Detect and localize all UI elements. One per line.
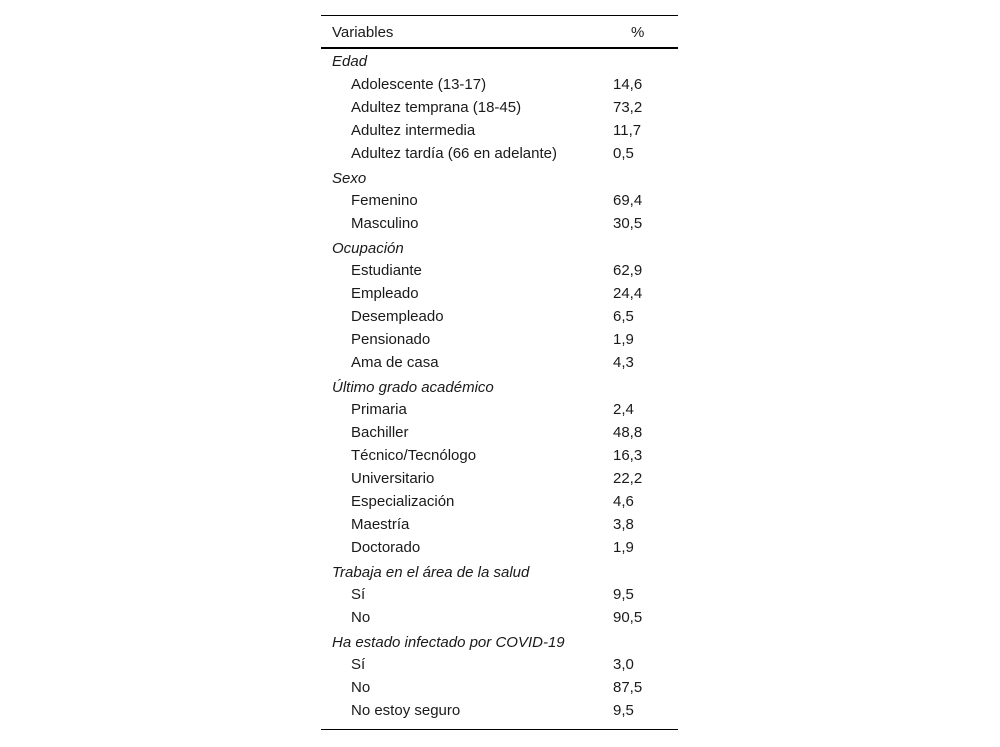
table-group: [321, 166, 678, 236]
row-label: Sí: [351, 586, 366, 603]
row-value: 30,5: [613, 215, 643, 232]
table-row: [321, 329, 678, 352]
table-row: [321, 700, 678, 723]
table-row: [321, 445, 678, 468]
row-value: 9,5: [613, 586, 634, 603]
row-value: 14,6: [613, 76, 643, 93]
row-label: Femenino: [351, 192, 418, 209]
row-label: Especialización: [351, 493, 455, 510]
group-title-row: [321, 236, 678, 260]
table-row: [321, 260, 678, 283]
row-label: Masculino: [351, 215, 419, 232]
table-group: [321, 630, 678, 723]
table-row: [321, 491, 678, 514]
row-label: No estoy seguro: [351, 702, 461, 719]
row-value: 0,5: [613, 145, 634, 162]
table-row: [321, 399, 678, 422]
table-group: [321, 236, 678, 375]
table-row: [321, 654, 678, 677]
table-group: [321, 560, 678, 630]
row-value: 22,2: [613, 470, 643, 487]
row-value: 2,4: [613, 401, 634, 418]
table-row: [321, 283, 678, 306]
row-label: Estudiante: [351, 262, 422, 279]
row-value: 3,8: [613, 516, 634, 533]
row-label: Adultez intermedia: [351, 122, 476, 139]
table-body: [321, 49, 678, 723]
row-value: 1,9: [613, 331, 634, 348]
row-label: Pensionado: [351, 331, 431, 348]
row-label: Desempleado: [351, 308, 444, 325]
row-value: 11,7: [613, 122, 642, 139]
row-value: 9,5: [613, 702, 634, 719]
group-title-row: [321, 49, 678, 74]
table-row: [321, 352, 678, 375]
row-label: Técnico/Tecnólogo: [351, 447, 477, 464]
table-row: [321, 584, 678, 607]
row-value: 62,9: [613, 262, 643, 279]
table-row: [321, 74, 678, 97]
group-title: Ocupación: [332, 240, 404, 257]
group-title: Último grado académico: [332, 379, 494, 396]
table-row: [321, 537, 678, 560]
group-title: Trabaja en el área de la salud: [332, 564, 530, 581]
table-row: [321, 306, 678, 329]
table-row: [321, 143, 678, 166]
table-row: [321, 97, 678, 120]
table-row: [321, 190, 678, 213]
table-row: [321, 607, 678, 630]
row-value: 48,8: [613, 424, 643, 441]
row-label: Bachiller: [351, 424, 409, 441]
table-group: [321, 49, 678, 166]
row-label: Sí: [351, 656, 366, 673]
row-value: 87,5: [613, 679, 643, 696]
group-title: Edad: [332, 53, 368, 70]
group-title: Sexo: [332, 170, 367, 187]
group-title-row: [321, 166, 678, 190]
table-row: [321, 213, 678, 236]
row-value: 1,9: [613, 539, 634, 556]
row-value: 73,2: [613, 99, 643, 116]
table-bottom-rule: [321, 729, 678, 730]
row-value: 6,5: [613, 308, 634, 325]
table-row: [321, 422, 678, 445]
row-label: Empleado: [351, 285, 419, 302]
header-variables: Variables: [332, 24, 394, 41]
group-title-row: [321, 375, 678, 399]
group-title-row: [321, 560, 678, 584]
table-row: [321, 514, 678, 537]
row-label: No: [351, 609, 371, 626]
row-value: 3,0: [613, 656, 634, 673]
row-value: 24,4: [613, 285, 643, 302]
row-label: Primaria: [351, 401, 407, 418]
row-label: Universitario: [351, 470, 435, 487]
row-value: 4,6: [613, 493, 634, 510]
row-label: Maestría: [351, 516, 410, 533]
group-title-row: [321, 630, 678, 654]
table-header: [321, 16, 678, 49]
demographics-table: [321, 15, 678, 730]
header-percent: %: [631, 24, 645, 41]
row-label: Adolescente (13-17): [351, 76, 487, 93]
row-label: Ama de casa: [351, 354, 439, 371]
group-title: Ha estado infectado por COVID-19: [332, 634, 565, 651]
row-value: 90,5: [613, 609, 643, 626]
row-label: Adultez temprana (18-45): [351, 99, 522, 116]
table-row: [321, 120, 678, 143]
table-group: [321, 375, 678, 560]
row-label: Adultez tardía (66 en adelante): [351, 145, 557, 162]
row-value: 69,4: [613, 192, 643, 209]
table-row: [321, 468, 678, 491]
row-label: No: [351, 679, 371, 696]
row-label: Doctorado: [351, 539, 421, 556]
table-row: [321, 677, 678, 700]
row-value: 16,3: [613, 447, 643, 464]
row-value: 4,3: [613, 354, 634, 371]
